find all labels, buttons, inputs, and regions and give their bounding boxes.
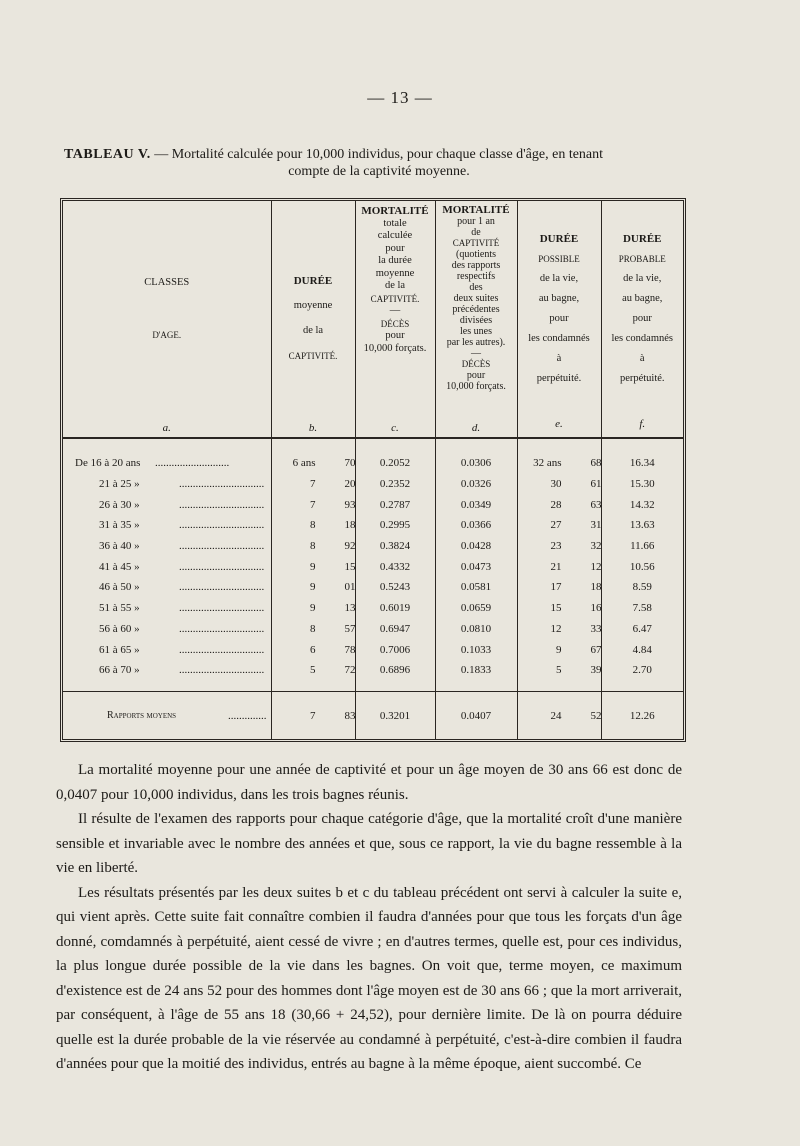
cell-captivite-frac: 18 [344, 519, 356, 532]
cell-duree-possible [517, 536, 601, 557]
cell-class [63, 474, 271, 495]
header-f-l1: DURÉE [622, 233, 662, 245]
header-f-l4: au bagne, [622, 293, 663, 304]
header-c-l6: moyenne [375, 267, 415, 279]
header-duree-captivite [271, 201, 355, 438]
cell-class [63, 619, 271, 640]
header-mortalite-totale [355, 201, 435, 438]
leader-dots: ............................... [179, 643, 265, 656]
cell-mortalite-totale: 0.6019 [355, 598, 435, 619]
header-d-l14: — [471, 348, 481, 359]
header-b-l3: de la [302, 325, 324, 337]
cell-captivite [271, 494, 355, 515]
cell-duree-possible-int: 9 [556, 643, 562, 656]
cell-captivite [271, 619, 355, 640]
cell-mortalite-annuelle: 0.0581 [435, 577, 517, 598]
cell-mortalite-annuelle: 0.0473 [435, 556, 517, 577]
cell-duree-possible-int: 24 [550, 709, 562, 722]
cell-mortalite-totale: 0.2995 [355, 515, 435, 536]
header-f-l8: perpétuité. [619, 373, 665, 384]
cell-duree-possible [517, 660, 601, 681]
header-f-l3: de la vie, [623, 273, 662, 284]
cell-mortalite-totale: 0.6947 [355, 619, 435, 640]
cell-mortalite-totale: 0.3201 [355, 691, 435, 740]
cell-class [63, 660, 271, 681]
leader-dots: ............................... [179, 560, 265, 573]
header-d-l4: CAPTIVITÉ [452, 238, 500, 248]
header-classes-title: CLASSES [144, 276, 190, 288]
cell-duree-possible-int: 30 [550, 478, 562, 491]
cell-duree-possible-int: 27 [550, 519, 562, 532]
class-label: 61 à 65 » [99, 643, 140, 656]
cell-mortalite-totale: 0.2787 [355, 494, 435, 515]
paragraph: Il résulte de l'examen des rapports pour chaque catégorie d'âge, que la mortalité croît d'une manière sensible et invariable avec le nombre des années et que, sous ce rapport, la vie du bagne ressemble à la vie en liberté. [56, 811, 682, 876]
cell-duree-possible-int: 12 [550, 622, 562, 635]
cell-duree-possible-int: 32 ans [533, 457, 562, 470]
cell-captivite-frac: 01 [344, 581, 356, 594]
cell-duree-probable: 14.32 [601, 494, 683, 515]
header-d-l15: DÉCÈS [461, 359, 491, 369]
cell-class [63, 556, 271, 577]
header-d-l6: des rapports [451, 260, 501, 271]
cell-captivite-int: 9 [310, 560, 316, 573]
class-label: Rapports moyens [107, 709, 177, 721]
cell-class [63, 515, 271, 536]
cell-mortalite-totale: 0.7006 [355, 639, 435, 660]
header-d-l10: précédentes [452, 304, 500, 315]
header-letter-c: c. [391, 421, 399, 434]
header-b-l1: DURÉE [293, 275, 333, 288]
cell-duree-possible-frac: 68 [590, 457, 602, 470]
cell-duree-possible-int: 15 [550, 602, 562, 615]
cell-captivite [271, 556, 355, 577]
leader-dots: ............................... [179, 664, 265, 677]
header-mortalite-annuelle [435, 201, 517, 438]
cell-duree-possible [517, 556, 601, 577]
cell-duree-possible-frac: 67 [590, 643, 602, 656]
header-e-l3: de la vie, [539, 273, 579, 284]
header-letter-f: f. [639, 418, 646, 430]
cell-class [63, 453, 271, 474]
cell-duree-probable: 2.70 [601, 660, 683, 681]
header-c-l8: CAPTIVITÉ. [370, 293, 420, 304]
cell-duree-possible [517, 619, 601, 640]
header-e-l1: DURÉE [539, 233, 579, 245]
header-c-l7: de la [384, 280, 406, 291]
header-c-l1: MORTALITÉ [361, 205, 429, 217]
cell-duree-probable: 10.56 [601, 556, 683, 577]
header-f-l2: PROBABLE [618, 254, 666, 264]
cell-mortalite-annuelle: 0.0366 [435, 515, 517, 536]
header-d-l7: respectifs [456, 271, 496, 282]
cell-mortalite-annuelle: 0.0349 [435, 494, 517, 515]
header-letter-e: e. [555, 418, 563, 430]
cell-duree-probable: 7.58 [601, 598, 683, 619]
cell-mortalite-annuelle: 0.1833 [435, 660, 517, 681]
header-d-l16: pour [466, 370, 486, 381]
header-d-l17: 10,000 forçats. [446, 381, 506, 392]
cell-mortalite-totale: 0.6896 [355, 660, 435, 681]
cell-duree-possible-int: 17 [550, 581, 562, 594]
cell-duree-possible-int: 23 [550, 540, 562, 553]
cell-captivite-frac: 72 [344, 664, 356, 677]
header-d-l11: divisées [459, 315, 493, 326]
header-f-l5: pour [632, 313, 652, 324]
cell-duree-possible-frac: 63 [590, 498, 602, 511]
header-e-l2: POSSIBLE [538, 254, 580, 264]
header-f-l7: à [639, 353, 645, 364]
cell-mortalite-annuelle: 0.0407 [435, 691, 517, 740]
cell-mortalite-annuelle: 0.0428 [435, 536, 517, 557]
cell-duree-possible-frac: 16 [590, 602, 602, 615]
header-d-l3: de [471, 227, 481, 238]
header-c-l5: la durée [378, 255, 412, 266]
cell-captivite-int: 8 [310, 540, 316, 553]
cell-captivite-int: 8 [310, 519, 316, 532]
class-label: 51 à 55 » [99, 602, 140, 615]
cell-class [63, 639, 271, 660]
cell-duree-probable: 12.26 [601, 691, 683, 740]
cell-captivite [271, 515, 355, 536]
cell-duree-possible [517, 515, 601, 536]
header-d-l13: par les autres). [446, 337, 506, 348]
cell-duree-probable: 11.66 [601, 536, 683, 557]
header-d-l9: deux suites [453, 293, 499, 304]
header-e-l4: au bagne, [538, 293, 580, 304]
cell-captivite [271, 453, 355, 474]
table-row [63, 556, 683, 577]
table-row [63, 453, 683, 474]
class-label: 56 à 60 » [99, 622, 140, 635]
table-row [63, 536, 683, 557]
cell-class [63, 494, 271, 515]
header-b-l4: CAPTIVITÉ. [288, 351, 338, 362]
cell-captivite-int: 6 [310, 643, 316, 656]
cell-mortalite-annuelle: 0.0326 [435, 474, 517, 495]
cell-captivite-frac: 57 [344, 622, 356, 635]
cell-duree-possible-int: 5 [556, 664, 562, 677]
leader-dots: .............. [228, 709, 267, 722]
class-label: 36 à 40 » [99, 540, 140, 553]
header-d-l1: MORTALITÉ [442, 204, 510, 216]
cell-captivite [271, 598, 355, 619]
cell-captivite-int: 9 [310, 581, 316, 594]
cell-duree-possible-frac: 31 [590, 519, 602, 532]
header-d-l12: les unes [460, 326, 492, 337]
cell-mortalite-totale: 0.4332 [355, 556, 435, 577]
class-label: 21 à 25 » [99, 478, 140, 491]
cell-mortalite-totale: 0.3824 [355, 536, 435, 557]
class-label: 46 à 50 » [99, 581, 140, 594]
class-label: 26 à 30 » [99, 498, 140, 511]
cell-captivite [271, 660, 355, 681]
cell-class [63, 691, 271, 740]
header-f-l6: les condamnés [611, 333, 674, 344]
table-row [63, 474, 683, 495]
cell-captivite-frac: 83 [344, 709, 356, 722]
cell-mortalite-annuelle: 0.0306 [435, 453, 517, 474]
cell-mortalite-totale: 0.5243 [355, 577, 435, 598]
table-row [63, 577, 683, 598]
header-d-l5: (quotients [456, 249, 496, 260]
cell-captivite-frac: 20 [344, 478, 356, 491]
paragraph: Les résultats présentés par les deux suites b et c du tableau précédent ont servi à calculer la suite e, qui vient après. Cette suite fait connaître combien il faudra d'années pour que tous les forçats d'un âge donné, comdamnés à perpétuité, aient cessé de vivre ; en d'autres termes, quelle est, pour ces individus, la plus longue durée possible de la vie dans les bagnes. On voit que, terme moyen, ce maximum d'existence est de 24 ans 52 pour des hommes dont l'âge moyen est de 30 ans 66 ; que la mort arriverait, par conséquent, à l'âge de 55 ans 18 (30,66 + 24,52), pour dernière limite. De là on pourra déduire quelle est la durée probable de la vie réservée au condamné à perpétuité, c'est-à-dire combien il faudra d'années pour que la moitié des individus, entrés au bagne à la même époque, aient succombé. Ce [56, 884, 682, 1072]
table-row [63, 494, 683, 515]
cell-captivite-frac: 15 [344, 560, 356, 573]
leader-dots: ........................... [155, 457, 230, 470]
cell-duree-possible-frac: 39 [590, 664, 602, 677]
cell-duree-probable: 15.30 [601, 474, 683, 495]
header-d-l8: des [469, 282, 483, 293]
cell-captivite [271, 639, 355, 660]
table-row [63, 639, 683, 660]
table-row-mean [63, 691, 683, 740]
cell-mortalite-annuelle: 0.0659 [435, 598, 517, 619]
header-letter-b: b. [308, 421, 318, 434]
cell-duree-possible-int: 21 [550, 560, 562, 573]
cell-duree-possible-frac: 61 [590, 478, 602, 491]
cell-duree-possible-frac: 18 [590, 581, 602, 594]
header-duree-possible [517, 201, 601, 438]
header-d-l2: pour 1 an [457, 216, 495, 227]
cell-captivite-frac: 78 [344, 643, 356, 656]
leader-dots: ............................... [179, 602, 265, 615]
cell-captivite [271, 474, 355, 495]
page-number: — 13 — [367, 88, 433, 107]
caption-label: TABLEAU V. [64, 147, 151, 162]
header-c-l12: 10,000 forçats. [363, 342, 427, 354]
table-row [63, 515, 683, 536]
cell-class [63, 598, 271, 619]
cell-captivite-frac: 92 [344, 540, 356, 553]
header-c-l11: pour [385, 330, 405, 341]
cell-captivite-int: 7 [310, 478, 316, 491]
cell-captivite-int: 8 [310, 622, 316, 635]
leader-dots: ............................... [179, 622, 265, 635]
cell-duree-possible [517, 598, 601, 619]
cell-duree-probable: 4.84 [601, 639, 683, 660]
caption-line-2: compte de la captivité moyenne. [288, 164, 470, 179]
table-row [63, 660, 683, 681]
header-c-l2: totale [383, 217, 407, 229]
cell-captivite [271, 577, 355, 598]
header-c-l3: calculée [377, 230, 413, 241]
caption-line-1: — Mortalité calculée pour 10,000 individus, pour chaque classe d'âge, en tenant [150, 147, 604, 162]
cell-duree-probable: 13.63 [601, 515, 683, 536]
header-e-l7: à [556, 353, 562, 364]
cell-captivite-int: 9 [310, 602, 316, 615]
cell-duree-possible [517, 639, 601, 660]
header-duree-probable [601, 201, 683, 438]
class-label: De 16 à 20 ans [75, 457, 141, 470]
class-label: 31 à 35 » [99, 519, 140, 532]
header-classes [63, 201, 271, 438]
cell-captivite-int: 7 [310, 498, 316, 511]
cell-captivite [271, 691, 355, 740]
cell-duree-probable: 16.34 [601, 453, 683, 474]
leader-dots: ............................... [179, 498, 265, 511]
cell-duree-possible [517, 691, 601, 740]
header-classes-sub: D'AGE. [152, 330, 182, 340]
leader-dots: ............................... [179, 519, 265, 532]
cell-duree-possible-frac: 52 [590, 709, 602, 722]
cell-duree-possible-frac: 12 [590, 560, 602, 573]
table-row [63, 598, 683, 619]
leader-dots: ............................... [179, 581, 265, 594]
header-c-l10: DÉCÈS [380, 318, 410, 329]
leader-dots: ............................... [179, 478, 265, 491]
cell-class [63, 536, 271, 557]
header-letter-d: d. [471, 422, 481, 434]
class-label: 66 à 70 » [99, 664, 140, 677]
cell-duree-possible [517, 453, 601, 474]
mortality-table [60, 198, 686, 742]
paragraph: La mortalité moyenne pour une année de captivité et pour un âge moyen de 30 ans 66 est donc de 0,0407 pour 10,000 individus, dans les trois bagnes réunis. [56, 762, 682, 803]
cell-duree-possible-int: 28 [550, 498, 562, 511]
header-b-l2: moyenne [293, 300, 333, 312]
cell-captivite-frac: 93 [344, 498, 356, 511]
cell-duree-possible-frac: 32 [590, 540, 602, 553]
cell-duree-possible [517, 474, 601, 495]
leader-dots: ............................... [179, 540, 265, 553]
cell-class [63, 577, 271, 598]
cell-mortalite-totale: 0.2352 [355, 474, 435, 495]
cell-duree-probable: 6.47 [601, 619, 683, 640]
cell-duree-possible-frac: 33 [590, 622, 602, 635]
cell-captivite-int: 5 [310, 664, 316, 677]
cell-captivite-frac: 70 [344, 457, 356, 470]
cell-mortalite-annuelle: 0.0810 [435, 619, 517, 640]
header-c-l9: — [389, 305, 401, 316]
header-e-l8: perpétuité. [536, 373, 582, 384]
cell-duree-possible [517, 577, 601, 598]
header-e-l6: les condamnés [528, 333, 590, 344]
cell-captivite [271, 536, 355, 557]
cell-mortalite-totale: 0.2052 [355, 453, 435, 474]
cell-captivite-frac: 13 [344, 602, 356, 615]
cell-captivite-int: 7 [310, 709, 316, 722]
cell-duree-probable: 8.59 [601, 577, 683, 598]
table-caption [64, 146, 694, 180]
cell-captivite-int: 6 ans [292, 457, 316, 470]
table-row [63, 619, 683, 640]
cell-duree-possible [517, 494, 601, 515]
header-c-l4: pour [385, 242, 405, 254]
body-text [56, 758, 682, 1077]
header-e-l5: pour [549, 313, 569, 324]
class-label: 41 à 45 » [99, 560, 140, 573]
cell-mortalite-annuelle: 0.1033 [435, 639, 517, 660]
header-letter-a: a. [162, 421, 171, 434]
